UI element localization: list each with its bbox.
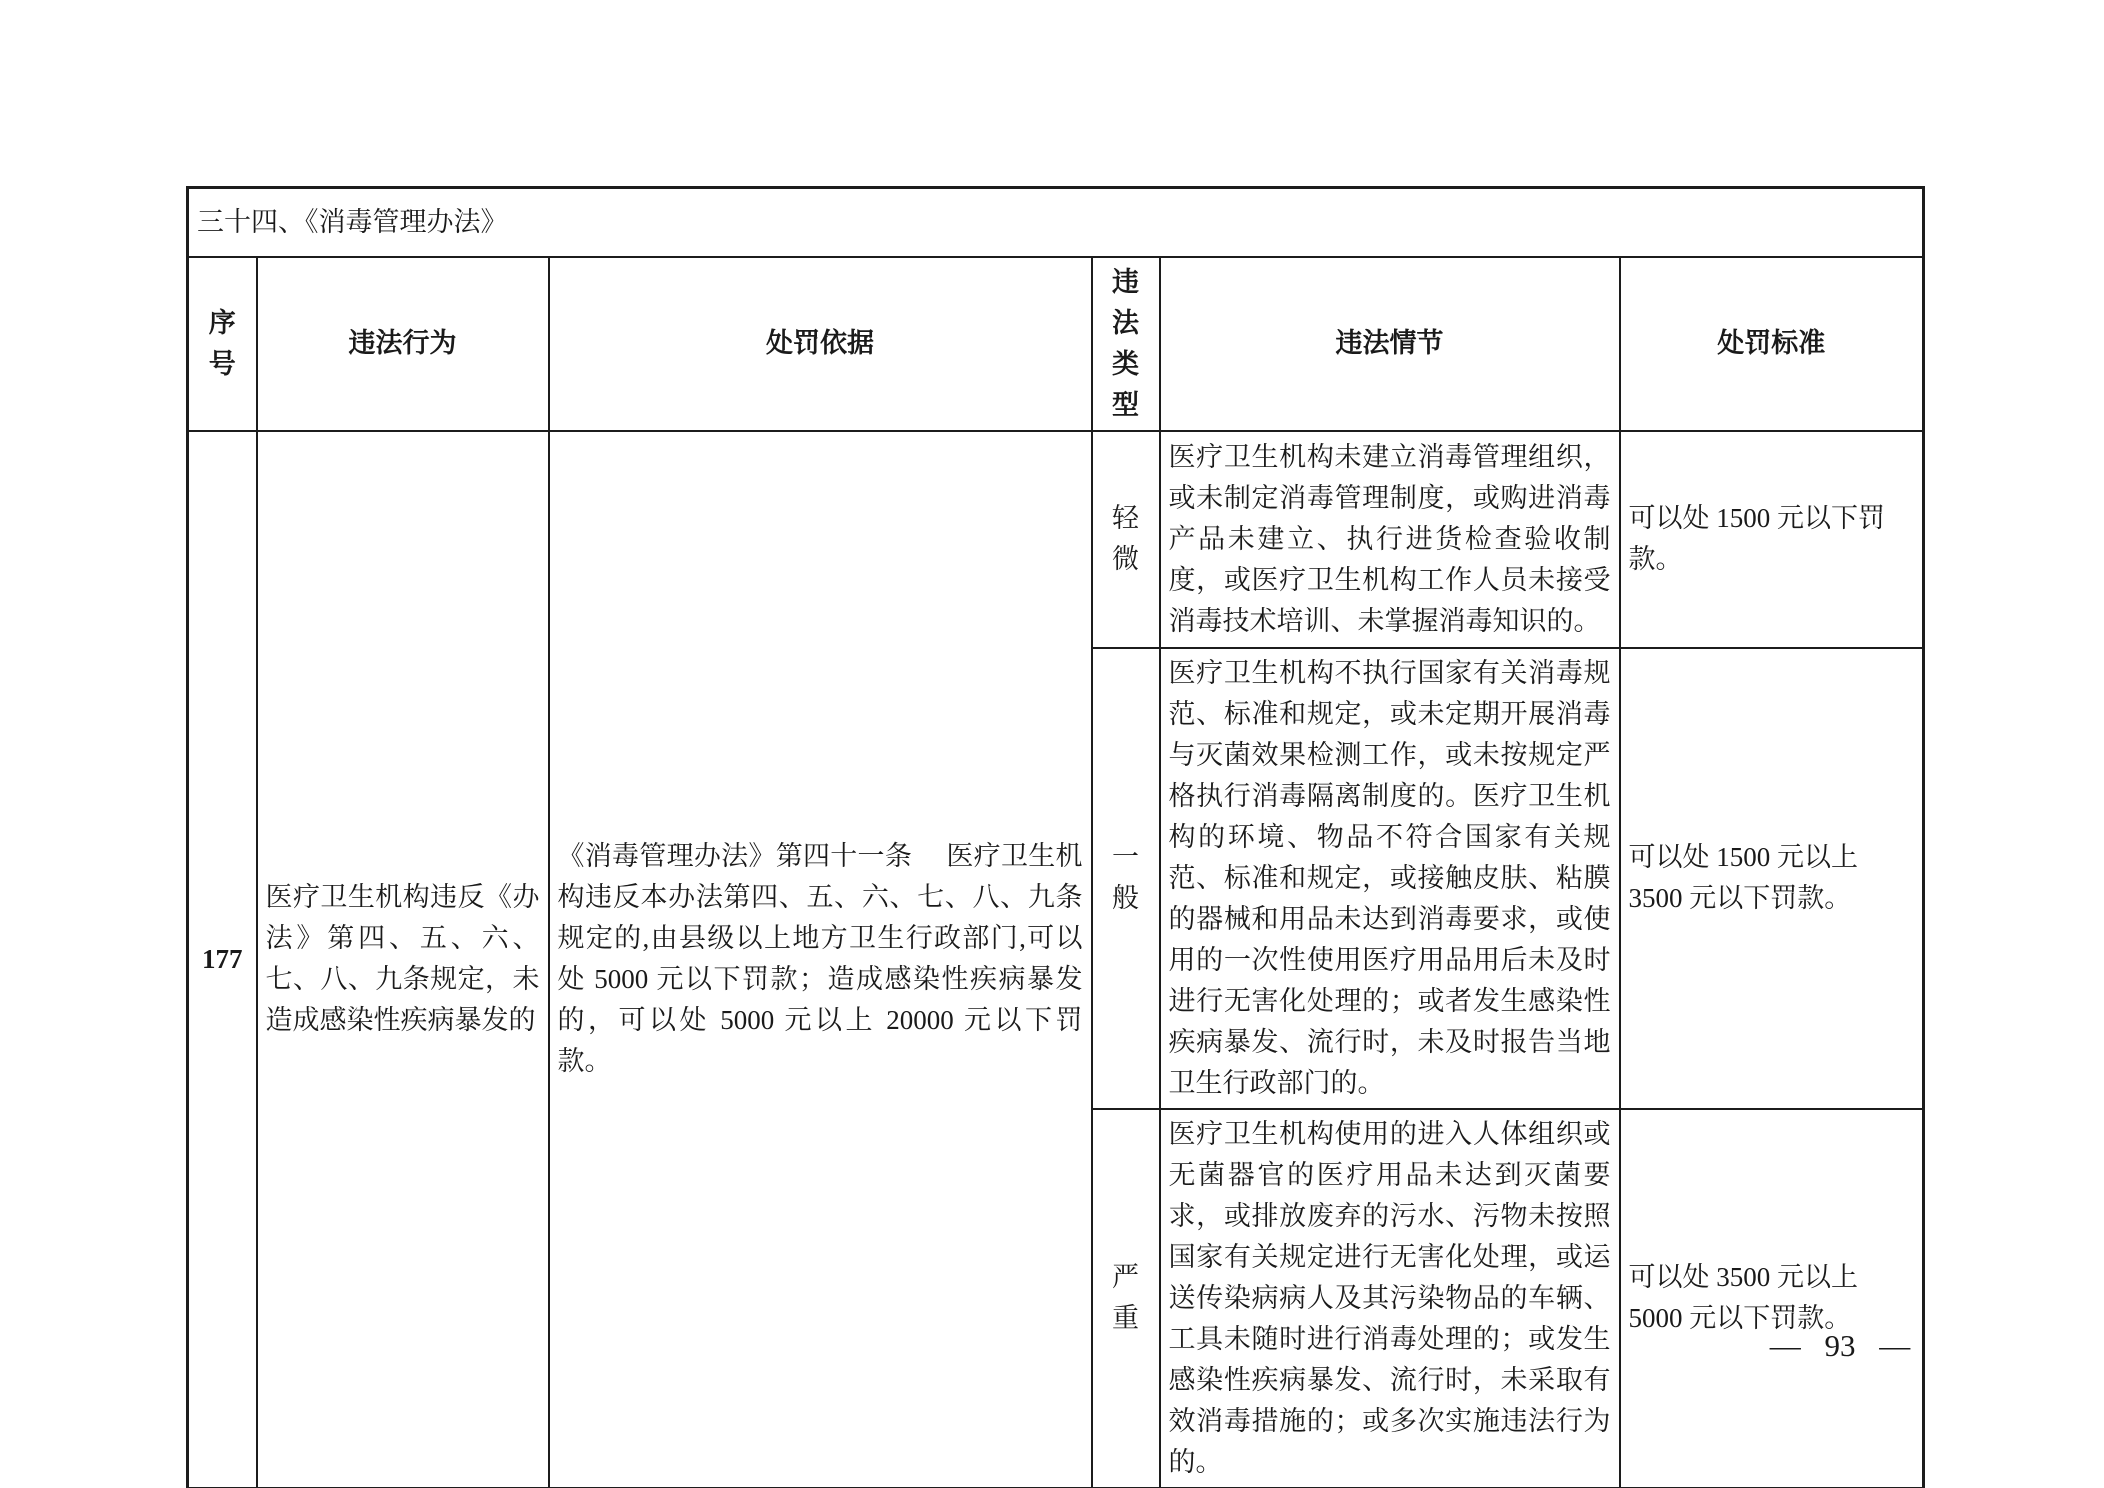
case-basis: 《消毒管理办法》第四十一条 医疗卫生机构违反本办法第四、五、六、七、八、九条规定的,由县级以上地方卫生行政部门,可以处 5000 元以下罚款；造成感染性疾病暴发的，可以处 5000 元以上 20000 元以下罚款。: [549, 431, 1092, 1488]
penalty-table: [186, 186, 1925, 1488]
standard-minor: 可以处 1500 元以下罚款。: [1620, 431, 1924, 648]
violation-type-minor: 轻微: [1092, 431, 1160, 648]
case-number: 177: [188, 431, 257, 1488]
header-violation-type-line2: 类型: [1112, 348, 1139, 420]
violation-type-general: 一般: [1092, 648, 1160, 1109]
header-violation-type-line1: 违法: [1112, 266, 1139, 338]
section-title: 三十四、《消毒管理办法》: [188, 188, 1924, 257]
standard-severe: 可以处 3500 元以上 5000 元以下罚款。: [1620, 1109, 1924, 1488]
table-header-row: [188, 257, 1924, 431]
table-row-minor: [188, 431, 1924, 648]
circumstance-minor: 医疗卫生机构未建立消毒管理组织，或未制定消毒管理制度，或购进消毒产品未建立、执行进货检查验收制度，或医疗卫生机构工作人员未接受消毒技术培训、未掌握消毒知识的。: [1160, 431, 1620, 648]
standard-general: 可以处 1500 元以上 3500 元以下罚款。: [1620, 648, 1924, 1109]
case-behavior: 医疗卫生机构违反《办法》第四、五、六、七、八、九条规定，未造成感染性疾病暴发的: [257, 431, 549, 1488]
header-basis: 处罚依据: [549, 257, 1092, 431]
header-standard: 处罚标准: [1620, 257, 1924, 431]
header-behavior: 违法行为: [257, 257, 549, 431]
violation-type-severe: 严重: [1092, 1109, 1160, 1488]
header-no: 序号: [188, 257, 257, 431]
page-number: — 93 —: [1769, 1328, 1911, 1363]
circumstance-severe: 医疗卫生机构使用的进入人体组织或无菌器官的医疗用品未达到灭菌要求，或排放废弃的污水、污物未按照国家有关规定进行无害化处理，或运送传染病病人及其污染物品的车辆、工具未随时进行消毒处理的；或发生感染性疾病暴发、流行时，未采取有效消毒措施的；或多次实施违法行为的。: [1160, 1109, 1620, 1488]
circumstance-general: 医疗卫生机构不执行国家有关消毒规范、标准和规定，或未定期开展消毒与灭菌效果检测工作，或未按规定严格执行消毒隔离制度的。医疗卫生机构的环境、物品不符合国家有关规范、标准和规定，或接触皮肤、粘膜的器械和用品未达到消毒要求，或使用的一次性使用医疗用品用后未及时进行无害化处理的；或者发生感染性疾病暴发、流行时，未及时报告当地卫生行政部门的。: [1160, 648, 1620, 1109]
header-violation-type: [1092, 257, 1160, 431]
header-circumstance: 违法情节: [1160, 257, 1620, 431]
table-title-row: [188, 188, 1924, 257]
